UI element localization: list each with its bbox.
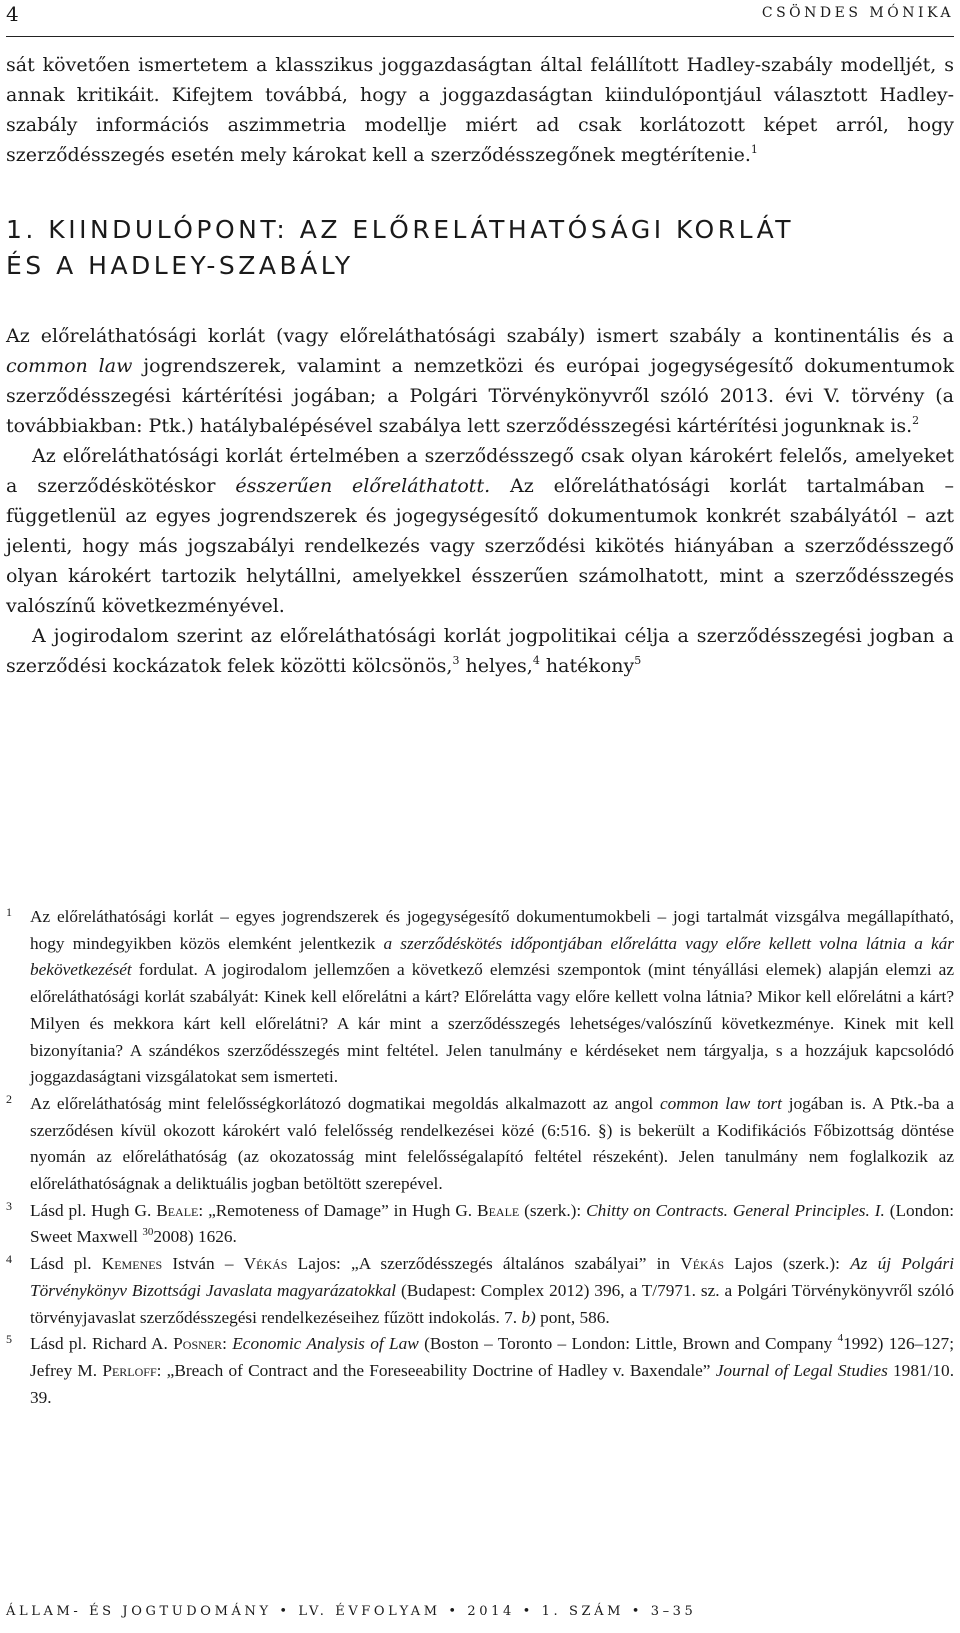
running-title: CSÖNDES MÓNIKA [761,5,954,21]
footnotes [6,904,954,1411]
page-footer: ÁLLAM- ÉS JOGTUDOMÁNY • LV. ÉVFOLYAM • 2014 • 1. SZÁM • 3–35 [6,1604,697,1619]
section-heading-line2: ÉS A HADLEY-SZABÁLY [6,251,354,280]
section-heading-line1: 1. KIINDULÓPONT: AZ ELŐRELÁTHATÓSÁGI KORLÁT [6,215,795,244]
paragraph-1: Az előreláthatósági korlát (vagy előreláthatósági szabály) ismert szabály a kontinentális és a common law jogrendszerek, valamint a nemzetközi és európai jogegységesítő dokumentumok szerződésszegési kártérítési jogában; a Polgári Törvénykönyvről szóló 2013. évi V. törvény (a továbbiakban: Ptk.) hatálybalépésével szabálya lett szerződésszegési kártérítési jogunknak is.$^2$ [6,325,955,437]
footnote-number: 1 [6,905,12,919]
section-heading [6,212,954,284]
footnote-number: 3 [6,1198,12,1213]
footnote-ref-2[interactable]: 2 [912,413,920,427]
footnote-ref-4[interactable]: 4 [532,653,540,667]
paragraph-3: A jogirodalom szerint az előreláthatósági korlát jogpolitikai célja a szerződésszegési jogban a szerződési kockázatok felek közötti kölcsönös,$^3$ helyes,$^4$ hatékony$^5$ [6,625,954,677]
page-number: 4 [6,2,19,26]
footnote-number: 4 [6,1252,12,1267]
header-rule [6,36,954,37]
page-header [6,0,954,34]
footnote-5: 5 Lásd pl. Richard A. Posner: Economic Analysis of Law (Boston – Toronto – London: Little, Brown and Company $^4$1992) 126–127; Jefrey M. Perloff: „Breach of Contract and the Foreseeability Doctrine of Hadley v. Baxendale” Journal of Legal Studies 1981/10. 39. [6,1331,954,1411]
footnote-2: 2 Az előreláthatóság mint felelősségkorlátozó dogmatikai megoldás alkalmazott az angol common law tort jogában is. A Ptk.-ba a szerződésen kívül okozott károkért való felelősség rendelkezései közé (6:516. §) is bekerült a Kodifikációs Főbizottság döntése nyomán az előreláthatóság (az okozatosság mint felelősségalapító feltétel részeként). Jelen tanulmány nem foglalkozik az előreláthatóságnak a deliktuális jogban betöltött szerepével. [6,1091,954,1198]
footnote-3: 3 Lásd pl. Hugh G. Beale: „Remoteness of Damage” in Hugh G. Beale (szerk.): Chitty on Contracts. General Principles. I. (London: Sweet Maxwell $^{30}$2008) 1626. [6,1198,954,1251]
paragraph-2: Az előreláthatósági korlát értelmében a szerződésszegő csak olyan károkért felelős, amelyeket a szerződéskötéskor ésszerűen előreláthatott. Az előreláthatósági korlát tartalmában – függetlenül az egyes jogrendszerek és jogegységesítő dokumentumok konkrét szabályától – azt jelenti, hogy más jogszabályi rendelkezés vagy szerződési kikötés hiányában a szerződésszegő olyan károkért tartozik helytállni, amelyekkel ésszerűen számolhatott, mint a szerződésszegés valószínű következményével. [6,445,954,617]
footnote-number: 5 [6,1332,12,1347]
footnote-ref-5[interactable]: 5 [634,653,642,667]
footnote-number: 2 [6,1091,12,1106]
intro-paragraph: sát követően ismertetem a klasszikus joggazdaságtan által felállított Hadley-szabály modelljét, s annak kritikáit. Kifejtem továbbá, hogy a joggazdaságtan kiindulópontjául választott Hadley-szabály információs aszimmetria modellje miért ad csak korlátozott képet arról, hogy szerződésszegés esetén mely károkat kell a szerződésszegőnek megtérítenie.$^1$ [6,54,954,166]
footnote-4: 4 Lásd pl. Kemenes István – Vékás Lajos: „A szerződésszegés általános szabályai” in Vékás Lajos (szerk.): Az új Polgári Törvénykönyv Bizottsági Javaslata magyarázatokkal (Budapest: Complex 2012) 396, a T/7971. sz. a Polgári Törvénykönyvről szóló törvényjavaslat szerződésszegési rendelkezéseihez fűzött indokolás. 7. b) pont, 586. [6,1251,954,1331]
footnote-ref-1[interactable]: 1 [750,142,758,156]
body-text [6,50,954,681]
footnote-1: 1 Az előreláthatósági korlát – egyes jogrendszerek és jogegységesítő dokumentumokbeli – jogi tartalmát vizsgálva megállapítható, hogy mindegyikben közös elemként jelentkezik a szerződéskötés időpontjában előrelátta vagy előre kellett volna látnia a kár bekövetkezését fordulat. A jogirodalom jellemzően a következő elemzési szempontok (mint tényállási elemek) alapján elemzi az előreláthatósági korlát szabályát: Kinek kell előrelátni a kárt? Előrelátta vagy előre kellett volna látnia? Mikor kell előrelátni a kárt? Milyen és mekkora kárt kell előrelátni? A kár mint a szerződésszegés lehetséges/valószínű következménye. Kinek mit kell bizonyítania? A szándékos szerződésszegés mint feltétel. Jelen tanulmány e kérdéseket nem tárgyalja, s a hozzájuk kapcsolódó joggazdaságtani vizsgálatokat sem ismerteti. [6,904,954,1091]
footnote-ref-3[interactable]: 3 [452,653,460,667]
